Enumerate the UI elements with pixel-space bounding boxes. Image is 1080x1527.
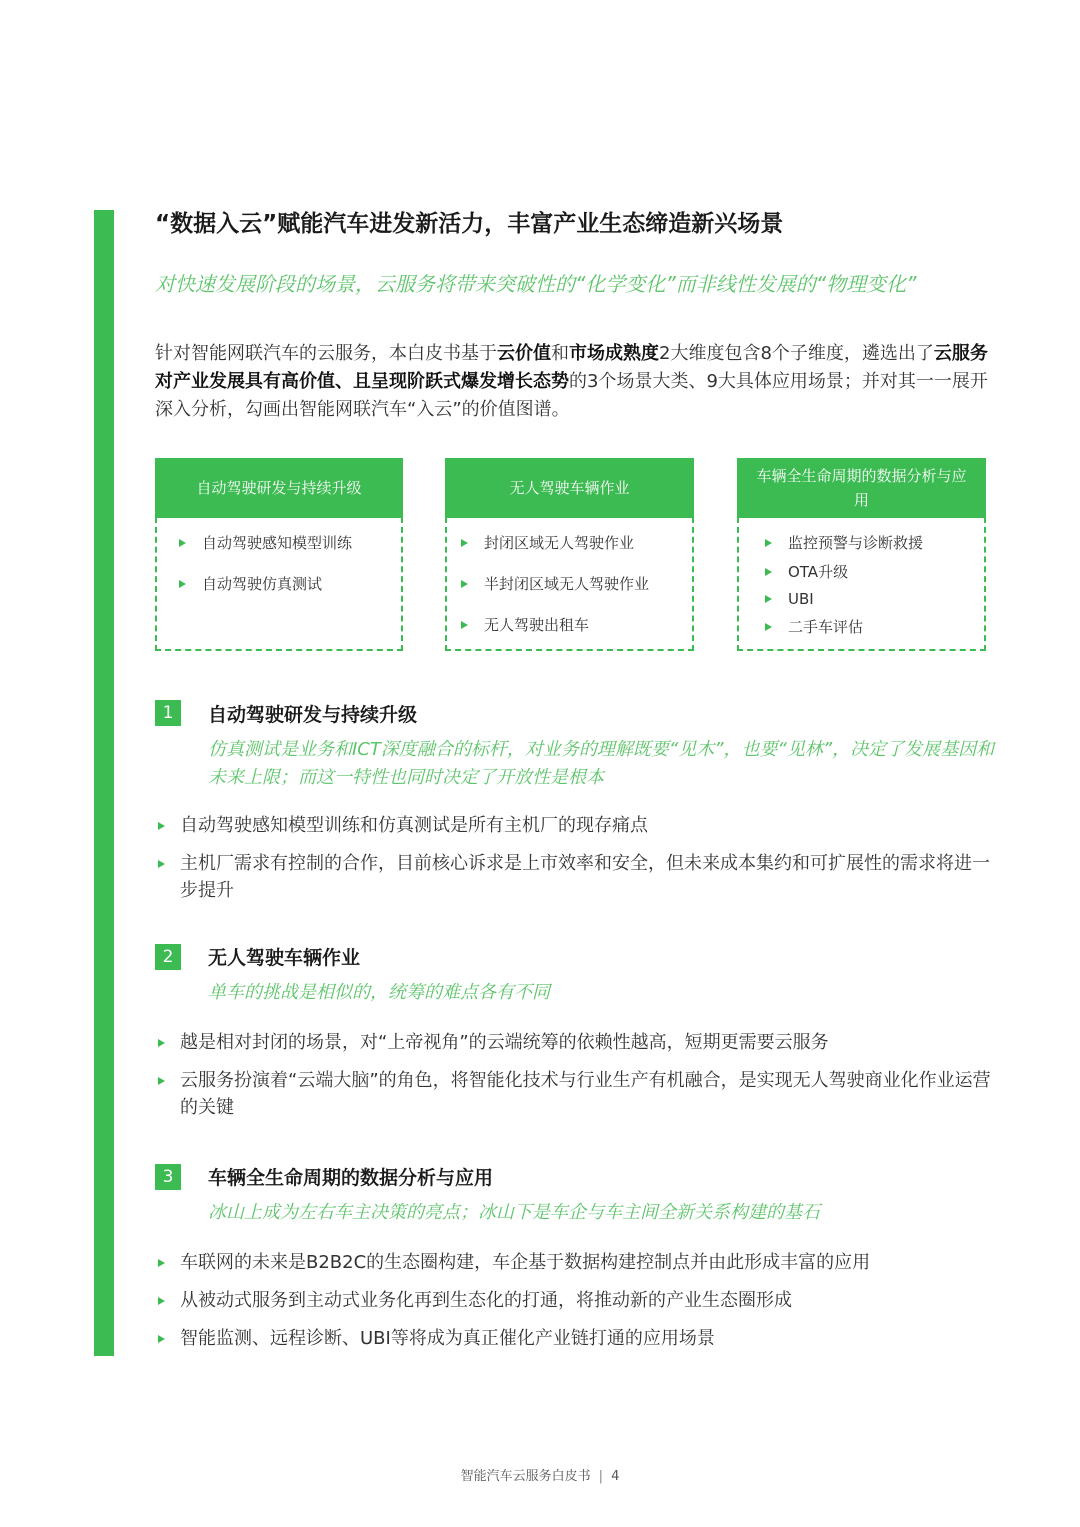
page-title: “数据入云”赋能汽车进发新活力，丰富产业生态缔造新兴场景 xyxy=(155,211,784,237)
page-footer xyxy=(0,1465,1080,1484)
list-item: 智能监测、远程诊断、UBI等将成为真正催化产业链打通的应用场景 xyxy=(158,1325,993,1352)
card-list xyxy=(461,532,649,635)
section-bullets xyxy=(158,1249,993,1363)
card-header: 车辆全生命周期的数据分析与应用 xyxy=(737,458,986,518)
section-quote: 冰山上成为左右车主决策的亮点；冰山下是车企与车主间全新关系构建的基石 xyxy=(208,1202,820,1223)
triangle-bullet-icon xyxy=(158,1039,165,1047)
triangle-bullet-icon xyxy=(461,580,468,588)
list-item: 云服务扮演着“云端大脑”的角色，将智能化技术与行业生产有机融合，是实现无人驾驶商业化作业运营的关键 xyxy=(158,1067,993,1121)
card-list-item: 无人驾驶出租车 xyxy=(461,614,649,635)
section-quote: 仿真测试是业务和ICT深度融合的标杆，对业务的理解既要“见木”，也要“见林”，决定了发展基因和未来上限；而这一特性也同时决定了开放性是根本 xyxy=(208,739,995,788)
footer-doc-name: 智能汽车云服务白皮书 xyxy=(460,1469,591,1484)
triangle-bullet-icon xyxy=(158,1259,165,1267)
card-list-item: 封闭区域无人驾驶作业 xyxy=(461,532,649,553)
card-list-item: 自动驾驶仿真测试 xyxy=(179,573,352,594)
section-quote: 单车的挑战是相似的，统筹的难点各有不同 xyxy=(208,982,550,1003)
card-header: 自动驾驶研发与持续升级 xyxy=(155,458,403,518)
list-item: 主机厂需求有控制的合作，目前核心诉求是上市效率和安全，但未来成本集约和可扩展性的需求将进一步提升 xyxy=(158,850,993,904)
triangle-bullet-icon xyxy=(765,539,772,547)
section-title: 无人驾驶车辆作业 xyxy=(208,947,361,969)
list-item: 从被动式服务到主动式业务化再到生态化的打通，将推动新的产业生态圈形成 xyxy=(158,1287,993,1314)
triangle-bullet-icon xyxy=(158,1297,165,1305)
card-list-item: UBI xyxy=(765,590,923,608)
card-list-item: 自动驾驶感知模型训练 xyxy=(179,532,352,553)
section-number-badge: 1 xyxy=(155,700,181,726)
section-title: 自动驾驶研发与持续升级 xyxy=(208,704,418,726)
section-number-badge: 3 xyxy=(155,1164,181,1190)
list-item: 自动驾驶感知模型训练和仿真测试是所有主机厂的现存痛点 xyxy=(158,812,993,839)
triangle-bullet-icon xyxy=(765,595,772,603)
list-item: 越是相对封闭的场景，对“上帝视角”的云端统筹的依赖性越高，短期更需要云服务 xyxy=(158,1029,993,1056)
triangle-bullet-icon xyxy=(461,621,468,629)
scenario-card-lifecycle-data xyxy=(737,458,986,651)
card-header: 无人驾驶车辆作业 xyxy=(445,458,694,518)
triangle-bullet-icon xyxy=(179,539,186,547)
triangle-bullet-icon xyxy=(765,568,772,576)
card-list-item: OTA升级 xyxy=(765,561,923,582)
triangle-bullet-icon xyxy=(179,580,186,588)
section-bullets xyxy=(158,1029,993,1132)
card-list-item: 半封闭区域无人驾驶作业 xyxy=(461,573,649,594)
scenario-card-autonomous-rd xyxy=(155,458,403,651)
accent-bar xyxy=(94,210,114,1356)
section-bullets xyxy=(158,812,993,915)
card-list-item: 监控预警与诊断救援 xyxy=(765,532,923,553)
footer-separator: | xyxy=(598,1469,604,1484)
triangle-bullet-icon xyxy=(461,539,468,547)
triangle-bullet-icon xyxy=(158,860,165,868)
card-list xyxy=(179,532,352,594)
triangle-bullet-icon xyxy=(158,1077,165,1085)
triangle-bullet-icon xyxy=(158,1335,165,1343)
intro-paragraph: 针对智能网联汽车的云服务，本白皮书基于云价值和市场成熟度2大维度包含8个子维度，遴选出了云服务对产业发展具有高价值、且呈现阶跃式爆发增长态势的3个场景大类、9大具体应用场景；并对其一一展开深入分析，勾画出智能网联汽车“入云”的价值图谱。 xyxy=(155,343,988,420)
triangle-bullet-icon xyxy=(765,623,772,631)
scenario-card-unmanned-ops xyxy=(445,458,694,651)
section-number-badge: 2 xyxy=(155,944,181,970)
page-number: 4 xyxy=(611,1469,620,1484)
list-item: 车联网的未来是B2B2C的生态圈构建，车企基于数据构建控制点并由此形成丰富的应用 xyxy=(158,1249,993,1276)
card-list xyxy=(765,532,923,637)
page-subtitle: 对快速发展阶段的场景，云服务将带来突破性的“化学变化”而非线性发展的“物理变化” xyxy=(155,272,917,296)
triangle-bullet-icon xyxy=(158,822,165,830)
card-list-item: 二手车评估 xyxy=(765,616,923,637)
section-title: 车辆全生命周期的数据分析与应用 xyxy=(208,1167,494,1189)
